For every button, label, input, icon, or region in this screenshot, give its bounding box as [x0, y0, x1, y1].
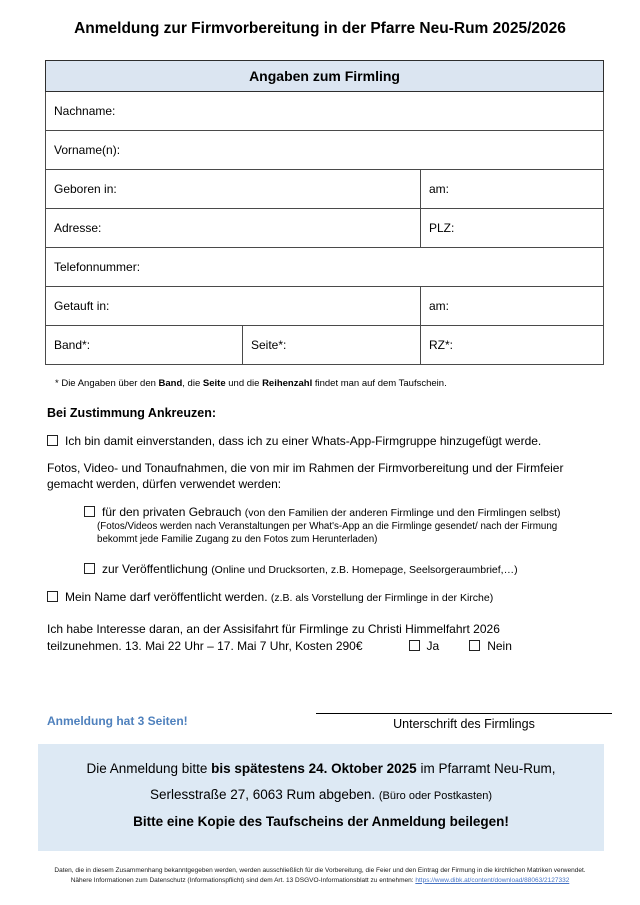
assisi-nein-label: Nein	[487, 638, 512, 653]
media-intro-line1: Fotos, Video- und Tonaufnahmen, die von mir im Rahmen der Firmvorbereitung und der Firmfeier	[47, 461, 564, 475]
field-band: Band*:	[46, 326, 243, 365]
info-line2-paren: (Büro oder Postkasten)	[378, 789, 492, 802]
dsgvo-info-link[interactable]: https://www.dibk.at/content/download/88063/2127332	[415, 876, 570, 884]
privacy-footer-line2-text: Nähere Informationen zum Datenschutz (Informationspflicht) sind dem Art. 13 DSGVO-Informationsblatt zu entnehmen:	[70, 876, 416, 884]
field-nachname: Nachname:	[46, 92, 604, 131]
consent-section-heading: Bei Zustimmung Ankreuzen:	[47, 406, 216, 420]
info-line1	[38, 756, 604, 782]
footnote-segment: , die	[182, 378, 203, 389]
table-header: Angaben zum Firmling	[46, 61, 604, 92]
private-use-row	[84, 505, 640, 519]
signature-label: Unterschrift des Firmlings	[393, 717, 535, 731]
name-publication-row	[47, 590, 605, 604]
publication-label: zur Veröffentlichung	[102, 561, 212, 576]
privacy-footer	[0, 866, 640, 885]
info-line1-segment: Die Anmeldung bitte	[86, 761, 212, 776]
field-plz: PLZ:	[421, 209, 604, 248]
page-title: Anmeldung zur Firmvorbereitung in der Pfarre Neu-Rum 2025/2026	[74, 20, 566, 37]
assisi-ja-label: Ja	[426, 638, 440, 653]
footnote-seite-bold: Seite	[202, 378, 226, 389]
assisi-trip-paragraph	[47, 621, 605, 655]
field-getauft-in: Getauft in:	[46, 287, 421, 326]
whatsapp-consent-checkbox[interactable]	[47, 435, 58, 446]
info-line2	[38, 782, 604, 810]
whatsapp-consent-row	[47, 434, 605, 448]
footnote-segment: und die	[225, 378, 263, 389]
assisi-ja-checkbox[interactable]	[409, 640, 420, 651]
field-rz: RZ*:	[421, 326, 604, 365]
info-line1-segment: im Pfarramt Neu-Rum,	[416, 761, 556, 776]
private-use-note-line1: (Fotos/Videos werden nach Veranstaltungen per What's-App an die Firmlinge gesendet/ nach der Firmung	[97, 521, 558, 532]
name-publication-checkbox[interactable]	[47, 591, 58, 602]
media-intro-line2: gemacht werden, dürfen verwendet werden:	[47, 476, 282, 491]
publication-paren: (Online und Drucksorten, z.B. Homepage, Seelsorgeraumbrief,…)	[211, 563, 518, 576]
footnote-reihenzahl-bold: Reihenzahl	[262, 378, 313, 389]
info-copy-request-bold: Bitte eine Kopie des Taufscheins der Anmeldung beilegen!	[133, 814, 509, 829]
name-publication-label: Mein Name darf veröffentlicht werden.	[65, 589, 271, 604]
private-use-label: für den privaten Gebrauch	[102, 505, 245, 519]
footnote-band-bold: Band	[158, 378, 183, 389]
field-vorname: Vorname(n):	[46, 131, 604, 170]
pages-count-note: Anmeldung hat 3 Seiten!	[47, 714, 188, 728]
assisi-line2-row	[47, 638, 605, 655]
whatsapp-consent-label: Ich bin damit einverstanden, dass ich zu einer Whats-App-Firmgruppe hinzugefügt werde.	[65, 434, 542, 448]
field-geboren-am: am:	[421, 170, 604, 209]
field-getauft-am: am:	[421, 287, 604, 326]
firmling-data-table	[45, 60, 604, 365]
submission-info-box	[38, 744, 604, 851]
name-publication-paren: (z.B. als Vorstellung der Firmlinge in der Kirche)	[270, 591, 494, 604]
private-use-checkbox[interactable]	[84, 506, 95, 517]
privacy-footer-line2	[0, 876, 640, 886]
field-adresse: Adresse:	[46, 209, 421, 248]
info-line3	[38, 809, 604, 835]
privacy-footer-line1: Daten, die in diesem Zusammenhang bekanntgegeben werden, werden ausschließlich für die Vorbereitung, die Feier und den Eintrag der Firmung in die kirchlichen Matriken verwendet.	[54, 867, 586, 874]
info-address: Serlesstraße 27, 6063 Rum abgeben.	[149, 786, 379, 802]
assisi-line2: teilzunehmen. 13. Mai 22 Uhr – 17. Mai 7 Uhr, Kosten 290€	[47, 638, 363, 653]
footnote-segment: * Die Angaben über den	[55, 378, 159, 389]
publication-row	[84, 562, 640, 576]
signature-block	[316, 713, 612, 731]
publication-checkbox[interactable]	[84, 563, 95, 574]
private-use-paren: (von den Familien der anderen Firmlinge und den Firmlingen selbst)	[244, 507, 561, 519]
field-geboren-in: Geboren in:	[46, 170, 421, 209]
private-use-note	[97, 521, 580, 547]
footnote-segment: findet man auf dem Taufschein.	[312, 378, 447, 389]
field-seite: Seite*:	[243, 326, 421, 365]
info-deadline-bold: bis spätestens 24. Oktober 2025	[211, 761, 417, 776]
field-telefonnummer: Telefonnummer:	[46, 248, 604, 287]
assisi-line1: Ich habe Interesse daran, an der Assisifahrt für Firmlinge zu Christi Himmelfahrt 2026	[47, 621, 500, 636]
private-use-note-line2: bekommt jede Familie Zugang zu den Fotos zum Herunterladen)	[97, 533, 378, 545]
taufschein-footnote	[55, 378, 605, 389]
media-usage-intro	[47, 461, 605, 492]
assisi-nein-checkbox[interactable]	[469, 640, 480, 651]
